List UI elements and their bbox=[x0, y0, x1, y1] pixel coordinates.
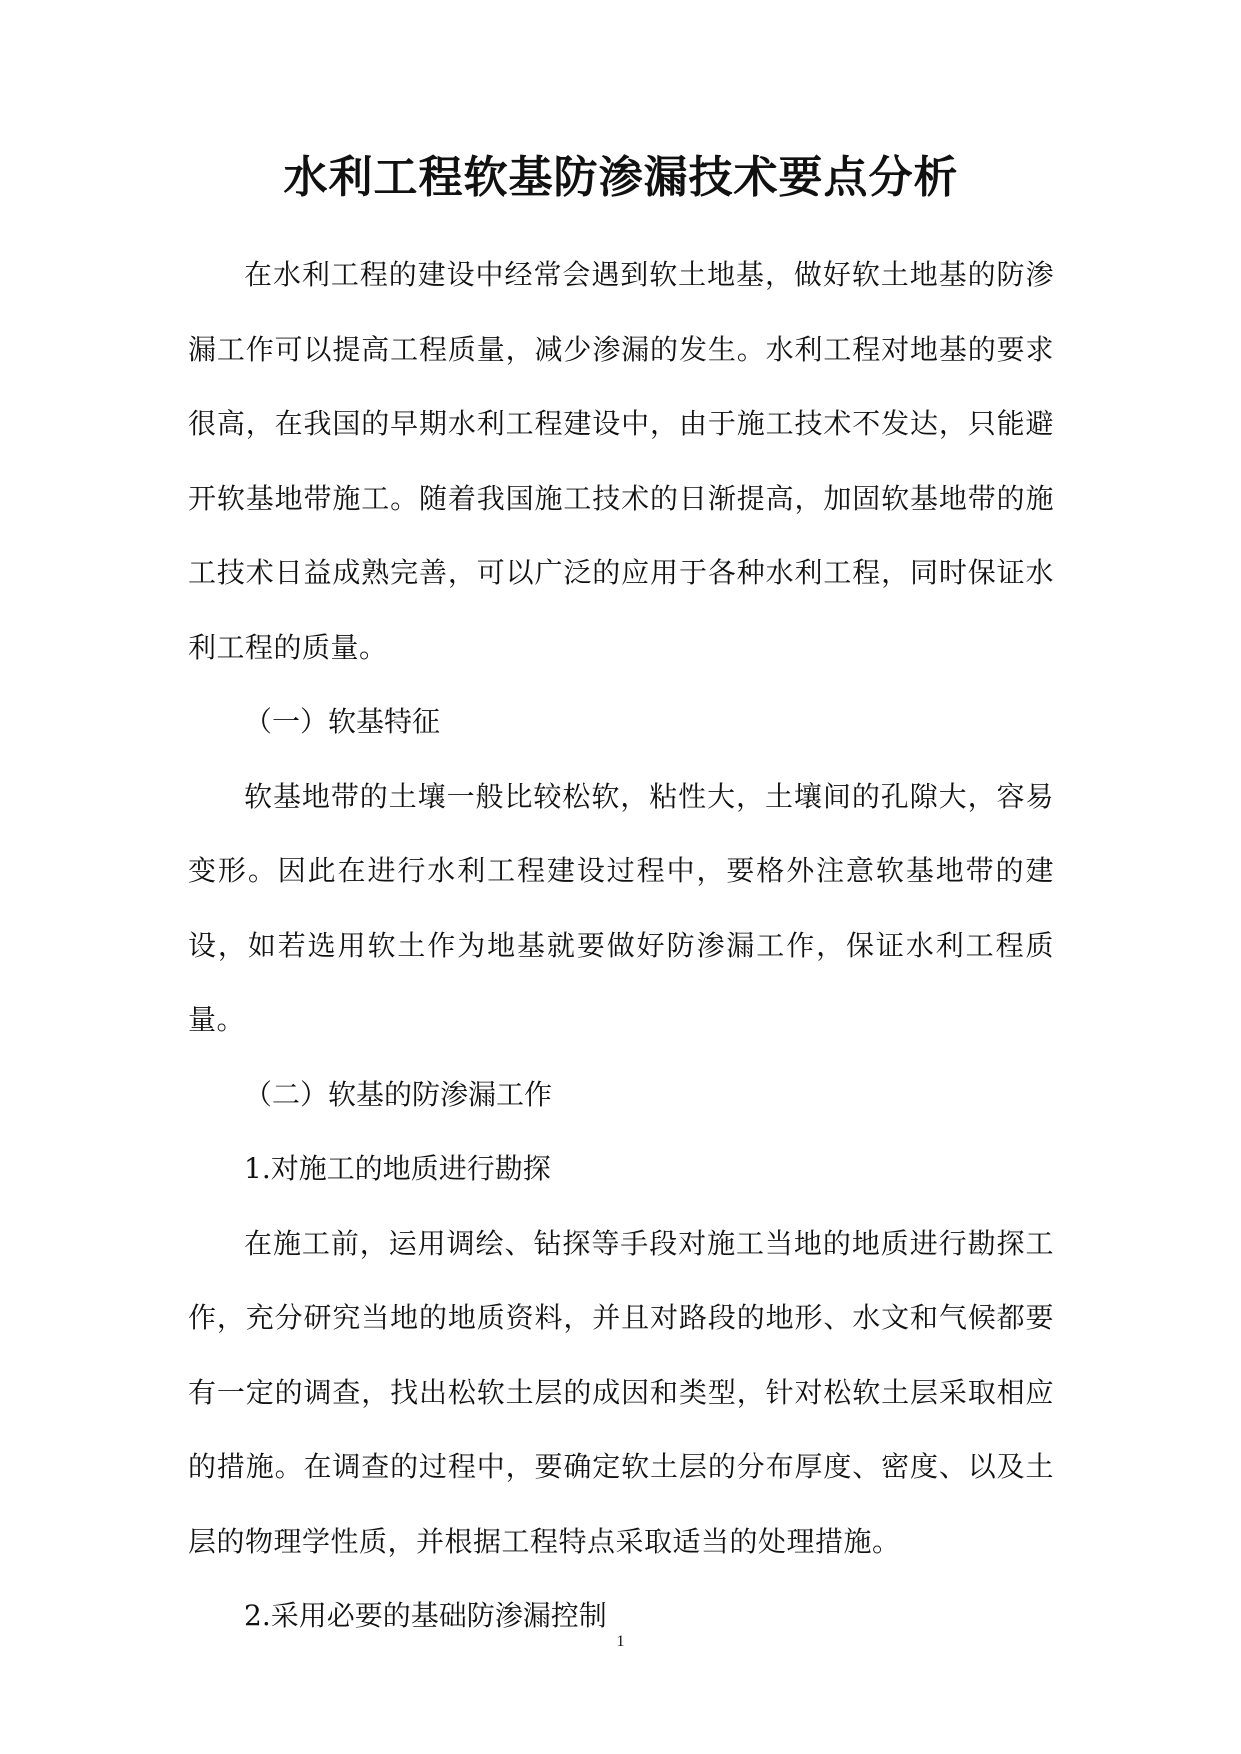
section-heading-anti-seepage-work: （二）软基的防渗漏工作 bbox=[244, 1077, 553, 1111]
subheading-seepage-control: 2.采用必要的基础防渗漏控制 bbox=[244, 1599, 607, 1632]
soft-foundation-features-paragraph: 软基地带的土壤一般比较松软，粘性大，土壤间的孔隙大，容易变形。因此在进行水利工程建设过程中，要格外注意软基地带的建设，如若选用软土作为地基就要做好防渗漏工作，保证水利工程质量。 bbox=[188, 779, 1054, 1036]
document-title: 水利工程软基防渗漏技术要点分析 bbox=[283, 152, 959, 203]
geological-survey-paragraph: 在施工前，运用调绘、钻探等手段对施工当地的地质进行勘探工作，充分研究当地的地质资料，并且对路段的地形、水文和气候都要有一定的调查，找出松软土层的成因和类型，针对松软土层采取相应的措施。在调查的过程中，要确定软土层的分布厚度、密度、以及土层的物理学性质，并根据工程特点采取适当的处理措施。 bbox=[188, 1226, 1054, 1558]
intro-paragraph: 在水利工程的建设中经常会遇到软土地基，做好软土地基的防渗漏工作可以提高工程质量，减少渗漏的发生。水利工程对地基的要求很高，在我国的早期水利工程建设中，由于施工技术不发达，只能避开软基地带施工。随着我国施工技术的日渐提高，加固软基地带的施工技术日益成熟完善，可以广泛的应用于各种水利工程，同时保证水利工程的质量。 bbox=[188, 258, 1054, 664]
document-body bbox=[188, 238, 1054, 1654]
subheading-geological-survey: 1.对施工的地质进行勘探 bbox=[244, 1152, 551, 1185]
page-number: 1 bbox=[616, 1633, 625, 1650]
section-heading-soft-foundation-features: （一）软基特征 bbox=[244, 705, 441, 738]
